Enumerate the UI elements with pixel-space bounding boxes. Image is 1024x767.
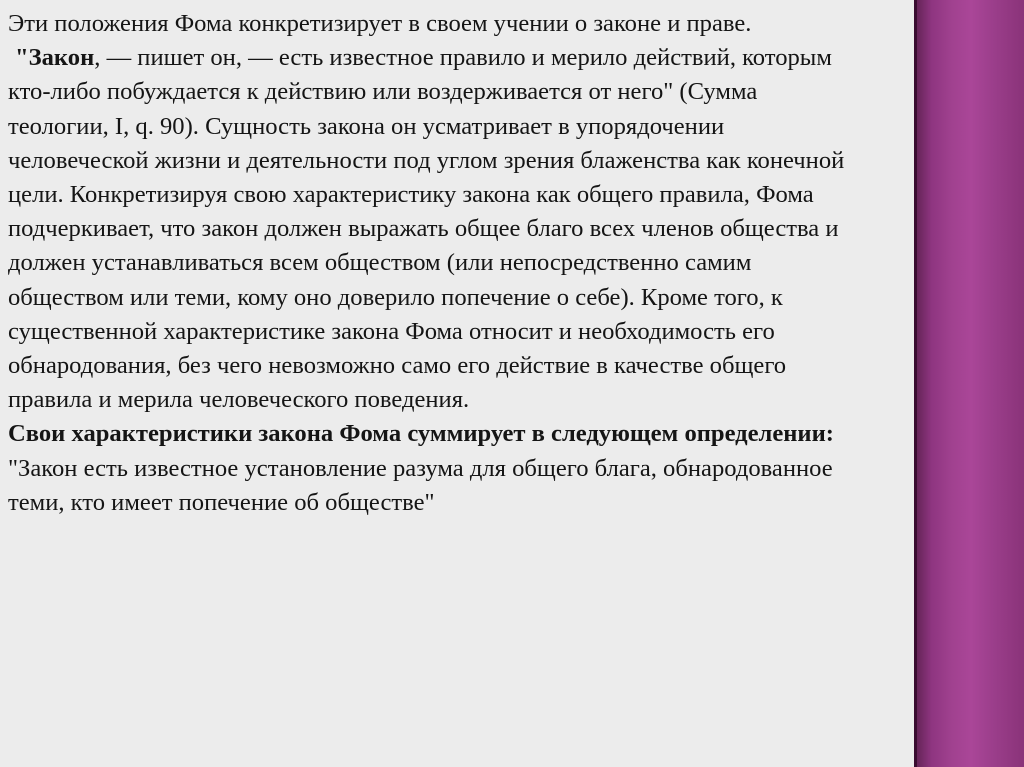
text-line: обнародования, без чего невозможно само его действие в качестве общего xyxy=(8,352,787,380)
text-line: обществом или теми, кому оно доверило попечение о себе). Кроме того, к xyxy=(8,283,783,311)
quote-start-rest: , xyxy=(94,44,101,72)
definition-quote-line: "Закон есть известное установление разума для общего блага, обнародованное xyxy=(8,454,833,482)
definition-heading: Свои характеристики закона Фома суммирует в следующем определении: xyxy=(8,420,834,448)
text-line: существенной характеристике закона Фома относит и необходимость его xyxy=(8,317,775,345)
text-line: Эти положения Фома конкретизирует в своем учении о законе и праве. xyxy=(8,10,752,37)
text-line: подчеркивает, что закон должен выражать общее благо всех членов общества и xyxy=(8,215,839,243)
definition-quote-line: теми, кто имеет попечение об обществе" xyxy=(8,488,435,516)
quote-start-bold: "Закон xyxy=(15,44,95,72)
text-line: теологии, I, q. 90). Сущность закона он усматривает в упорядочении xyxy=(8,112,725,140)
text-line: кто-либо побуждается к действию или воздерживается от него" (Сумма xyxy=(8,78,758,106)
slide-body-text xyxy=(8,7,983,520)
text-line xyxy=(8,41,983,75)
text-line: цели. Конкретизируя свою характеристику закона как общего правила, Фома xyxy=(8,181,814,209)
text-line: правила и мерила человеческого поведения. xyxy=(8,386,470,414)
quote-continuation: — пишет он, — есть известное правило и мерило действий, которым xyxy=(106,44,832,72)
text-line: должен устанавливаться всем обществом (или непосредственно самим xyxy=(8,249,752,277)
text-line: человеческой жизни и деятельности под углом зрения блаженства как конечной xyxy=(8,146,845,174)
